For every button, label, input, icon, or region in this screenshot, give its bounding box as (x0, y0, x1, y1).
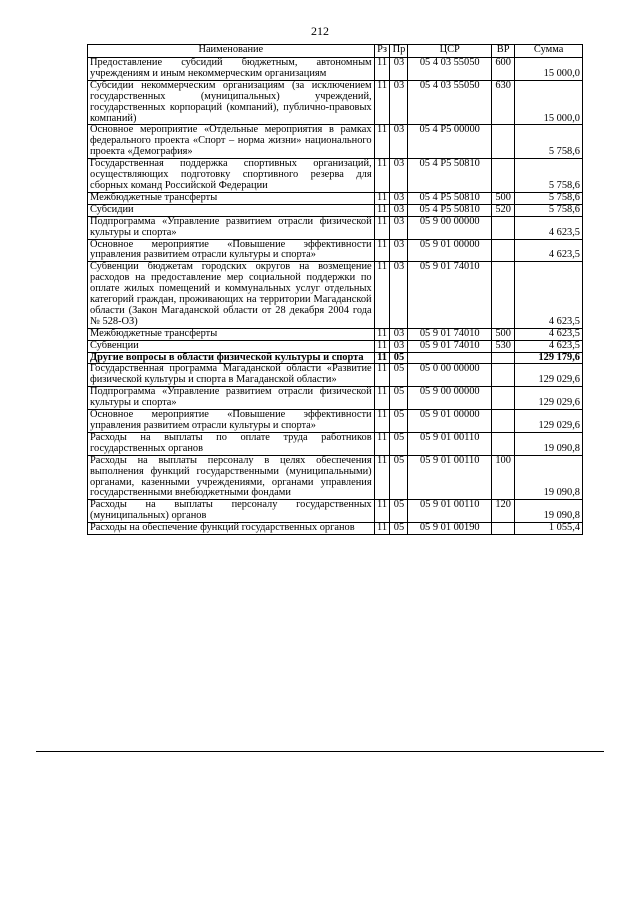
cell-rz: 11 (374, 410, 390, 433)
table-header-row (88, 45, 583, 58)
cell-pr: 05 (390, 387, 408, 410)
cell-pr: 05 (390, 455, 408, 500)
table-row (88, 523, 583, 535)
cell-rz: 11 (374, 387, 390, 410)
cell-sum: 19 090,8 (515, 432, 583, 455)
cell-name: Расходы на обеспечение функций государственных органов (88, 523, 375, 535)
cell-rz: 11 (374, 216, 390, 239)
cell-rz: 11 (374, 80, 390, 125)
table-row (88, 80, 583, 125)
cell-name: Государственная программа Магаданской области «Развитие физической культуры и спорта в Магаданской области» (88, 364, 375, 387)
cell-vr (492, 239, 515, 262)
cell-vr (492, 432, 515, 455)
cell-csr: 05 9 01 00000 (408, 410, 492, 433)
cell-rz: 11 (374, 455, 390, 500)
cell-sum: 19 090,8 (515, 500, 583, 523)
cell-vr: 500 (492, 192, 515, 204)
table-row (88, 500, 583, 523)
cell-sum: 129 029,6 (515, 387, 583, 410)
cell-rz: 11 (374, 364, 390, 387)
cell-pr: 03 (390, 125, 408, 159)
cell-name: Основное мероприятие «Повышение эффективности управления развитием отрасли культуры и спорта» (88, 410, 375, 433)
cell-rz: 11 (374, 192, 390, 204)
cell-csr (408, 352, 492, 364)
table-row (88, 159, 583, 193)
cell-sum: 5 758,6 (515, 204, 583, 216)
cell-rz: 11 (374, 159, 390, 193)
header-rz: Рз (374, 45, 390, 58)
cell-rz: 11 (374, 239, 390, 262)
table-row (88, 204, 583, 216)
cell-csr: 05 9 01 00000 (408, 239, 492, 262)
cell-csr: 05 4 P5 00000 (408, 125, 492, 159)
budget-table (87, 44, 583, 535)
cell-rz: 11 (374, 352, 390, 364)
cell-sum: 5 758,6 (515, 125, 583, 159)
cell-csr: 05 4 03 55050 (408, 58, 492, 81)
cell-pr: 05 (390, 364, 408, 387)
cell-pr: 05 (390, 410, 408, 433)
cell-name: Субвенции (88, 340, 375, 352)
cell-sum: 129 029,6 (515, 410, 583, 433)
cell-csr: 05 9 01 00110 (408, 500, 492, 523)
cell-name: Расходы на выплаты персоналу в целях обеспечения выполнения функций государственными (муниципальными) органами, казенными учреждениями, органами управления государственными внебюджетными фондами (88, 455, 375, 500)
cell-name: Субсидии некоммерческим организациям (за исключением государственных (муниципальных) учреждений, государственных корпораций (компаний), публично-правовых компаний) (88, 80, 375, 125)
table-row (88, 352, 583, 364)
cell-sum: 129 179,6 (515, 352, 583, 364)
cell-sum: 5 758,6 (515, 192, 583, 204)
cell-sum: 19 090,8 (515, 455, 583, 500)
cell-pr: 03 (390, 340, 408, 352)
cell-csr: 05 9 01 00110 (408, 455, 492, 500)
cell-pr: 03 (390, 58, 408, 81)
cell-vr (492, 410, 515, 433)
table-row (88, 328, 583, 340)
cell-rz: 11 (374, 340, 390, 352)
cell-rz: 11 (374, 432, 390, 455)
cell-csr: 05 4 P5 50810 (408, 192, 492, 204)
table-row (88, 364, 583, 387)
cell-rz: 11 (374, 204, 390, 216)
cell-sum: 15 000,0 (515, 80, 583, 125)
cell-name: Межбюджетные трансферты (88, 192, 375, 204)
table-row (88, 340, 583, 352)
cell-vr: 100 (492, 455, 515, 500)
cell-sum: 5 758,6 (515, 159, 583, 193)
cell-csr: 05 9 00 00000 (408, 216, 492, 239)
cell-pr: 03 (390, 216, 408, 239)
cell-name: Межбюджетные трансферты (88, 328, 375, 340)
cell-vr (492, 352, 515, 364)
cell-csr: 05 9 01 74010 (408, 340, 492, 352)
cell-name: Расходы на выплаты по оплате труда работников государственных органов (88, 432, 375, 455)
cell-vr (492, 364, 515, 387)
table-row (88, 410, 583, 433)
cell-name: Государственная поддержка спортивных организаций, осуществляющих подготовку спортивного резерва для сборных команд Российской Федерации (88, 159, 375, 193)
cell-pr: 03 (390, 204, 408, 216)
header-pr: Пр (390, 45, 408, 58)
cell-vr (492, 262, 515, 328)
cell-name: Субвенции бюджетам городских округов на возмещение расходов на предоставление мер социальной поддержки по оплате жилых помещений и коммунальных услуг отдельных категорий граждан, проживающих на территории Магаданской области (Закон Магаданской области от 28 декабря 2004 года № 528-ОЗ) (88, 262, 375, 328)
cell-sum: 1 055,4 (515, 523, 583, 535)
page-number: 212 (311, 24, 329, 38)
cell-rz: 11 (374, 125, 390, 159)
cell-sum: 15 000,0 (515, 58, 583, 81)
cell-vr (492, 159, 515, 193)
cell-csr: 05 4 03 55050 (408, 80, 492, 125)
cell-pr: 03 (390, 262, 408, 328)
cell-pr: 03 (390, 328, 408, 340)
cell-vr: 500 (492, 328, 515, 340)
cell-rz: 11 (374, 58, 390, 81)
cell-pr: 03 (390, 192, 408, 204)
cell-sum: 129 029,6 (515, 364, 583, 387)
cell-vr (492, 125, 515, 159)
cell-name: Расходы на выплаты персоналу государственных (муниципальных) органов (88, 500, 375, 523)
cell-name: Другие вопросы в области физической культуры и спорта (88, 352, 375, 364)
cell-name: Подпрограмма «Управление развитием отрасли физической культуры и спорта» (88, 387, 375, 410)
cell-rz: 11 (374, 523, 390, 535)
cell-vr: 120 (492, 500, 515, 523)
cell-name: Подпрограмма «Управление развитием отрасли физической культуры и спорта» (88, 216, 375, 239)
table-row (88, 216, 583, 239)
cell-vr: 600 (492, 58, 515, 81)
cell-pr: 05 (390, 500, 408, 523)
table-row (88, 239, 583, 262)
table-row (88, 432, 583, 455)
cell-csr: 05 0 00 00000 (408, 364, 492, 387)
cell-vr: 530 (492, 340, 515, 352)
cell-vr (492, 523, 515, 535)
cell-vr: 630 (492, 80, 515, 125)
cell-rz: 11 (374, 328, 390, 340)
cell-csr: 05 9 00 00000 (408, 387, 492, 410)
cell-csr: 05 4 P5 50810 (408, 159, 492, 193)
bottom-rule (36, 751, 604, 752)
cell-csr: 05 9 01 00190 (408, 523, 492, 535)
cell-rz: 11 (374, 262, 390, 328)
table-row (88, 192, 583, 204)
header-sum: Сумма (515, 45, 583, 58)
header-name: Наименование (88, 45, 375, 58)
cell-csr: 05 9 01 00110 (408, 432, 492, 455)
cell-name: Субсидии (88, 204, 375, 216)
cell-pr: 03 (390, 80, 408, 125)
table-row (88, 125, 583, 159)
cell-rz: 11 (374, 500, 390, 523)
cell-vr (492, 216, 515, 239)
cell-sum: 4 623,5 (515, 262, 583, 328)
cell-sum: 4 623,5 (515, 239, 583, 262)
table-row (88, 58, 583, 81)
cell-sum: 4 623,5 (515, 328, 583, 340)
cell-csr: 05 9 01 74010 (408, 328, 492, 340)
cell-pr: 05 (390, 523, 408, 535)
cell-name: Предоставление субсидий бюджетным, автономным учреждениям и иным некоммерческим организациям (88, 58, 375, 81)
cell-vr: 520 (492, 204, 515, 216)
cell-name: Основное мероприятие «Повышение эффективности управления развитием отрасли культуры и спорта» (88, 239, 375, 262)
cell-csr: 05 4 P5 50810 (408, 204, 492, 216)
table-body (88, 58, 583, 535)
header-vr: ВР (492, 45, 515, 58)
cell-name: Основное мероприятие «Отдельные мероприятия в рамках федерального проекта «Спорт – норма жизни» национального проекта «Демография» (88, 125, 375, 159)
cell-pr: 05 (390, 352, 408, 364)
cell-sum: 4 623,5 (515, 340, 583, 352)
header-csr: ЦСР (408, 45, 492, 58)
cell-csr: 05 9 01 74010 (408, 262, 492, 328)
table-row (88, 387, 583, 410)
table-row (88, 262, 583, 328)
cell-pr: 03 (390, 159, 408, 193)
cell-pr: 03 (390, 239, 408, 262)
cell-sum: 4 623,5 (515, 216, 583, 239)
table-row (88, 455, 583, 500)
cell-vr (492, 387, 515, 410)
cell-pr: 05 (390, 432, 408, 455)
